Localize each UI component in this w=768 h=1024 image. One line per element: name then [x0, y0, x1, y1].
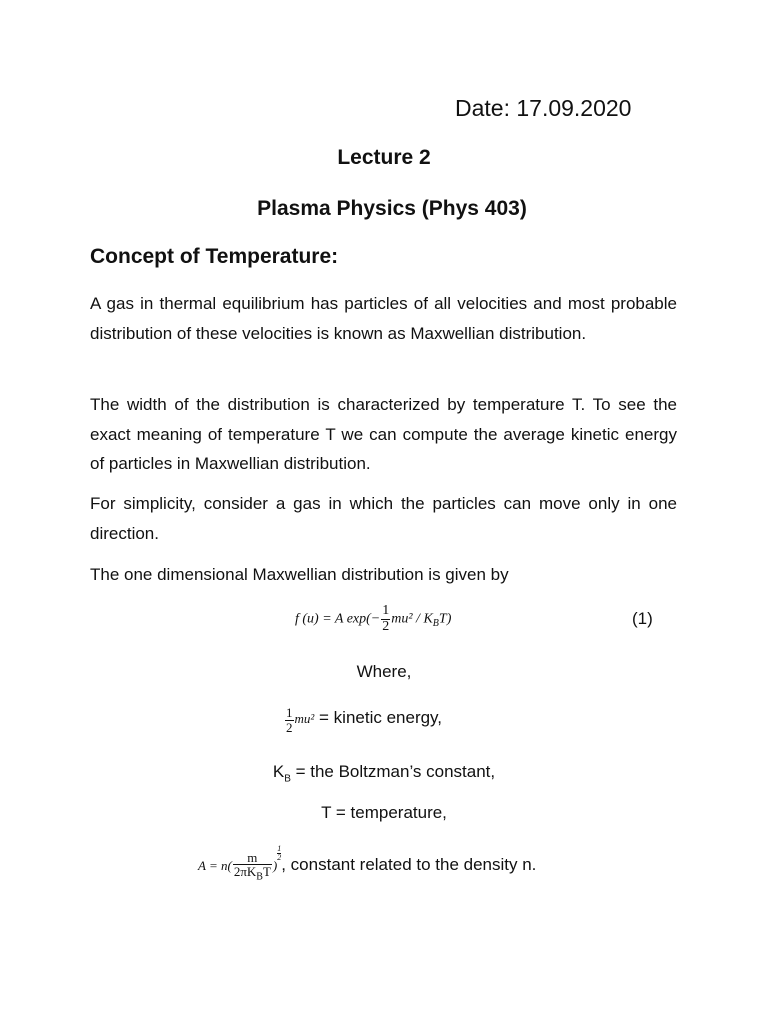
where-label: Where, [356, 662, 412, 681]
a-close: ) [272, 858, 278, 873]
a-numerator: m [233, 851, 272, 866]
a-expression [198, 844, 282, 883]
section-heading: Concept of Temperature: [90, 245, 339, 268]
paragraph-2: The width of the distribution is characterized by temperature T. To see the exact meaning of temperature T we can compute the average kinetic energy of particles in Maxwellian distribution. [90, 395, 677, 473]
a-text: , constant related to the density n. [281, 855, 537, 874]
a-den-main: 2πK [233, 864, 257, 880]
equation-rhs-subscript: B [432, 618, 439, 630]
ke-fraction [285, 706, 294, 734]
ke-denominator: 2 [286, 719, 293, 735]
kb-symbol: K [272, 762, 285, 781]
equation-rhs-end: T) [438, 611, 452, 627]
a-den-subscript: B [256, 871, 263, 883]
a-denominator [233, 865, 272, 883]
ke-symbol: mu² [294, 711, 315, 727]
paragraph-3: For simplicity, consider a gas in which the particles can move only in one direction. [90, 494, 677, 543]
equation-rhs: mu² / K [391, 611, 433, 627]
a-exp-denominator: 2 [277, 853, 282, 862]
lecture-title: Lecture 2 [337, 146, 431, 169]
fraction-denominator: 2 [382, 618, 390, 634]
equation-lhs: f (u) = A exp(− [295, 611, 381, 627]
equation-fraction [381, 604, 390, 634]
equation-number: (1) [632, 609, 653, 628]
a-fraction [233, 851, 272, 884]
maxwellian-equation [295, 604, 451, 634]
temperature-definition: T = temperature, [321, 803, 447, 822]
kb-text: = the Boltzman’s constant, [290, 762, 496, 781]
ke-expression [284, 705, 315, 735]
kb-subscript: B [284, 773, 291, 785]
a-lhs: A = n( [198, 858, 232, 873]
course-title: Plasma Physics (Phys 403) [257, 197, 527, 220]
paragraph-4: The one dimensional Maxwellian distribution is given by [90, 565, 509, 584]
a-den-end: T [262, 864, 271, 880]
boltzmann-definition [0, 762, 768, 784]
constant-a-definition [198, 845, 536, 883]
a-exp-numerator: 1 [277, 844, 282, 853]
paragraph-1: A gas in thermal equilibrium has particles of all velocities and most probable distribution of these velocities is known as Maxwellian distribution. [90, 294, 677, 343]
fraction-numerator: 1 [382, 603, 390, 618]
ke-text: = kinetic energy, [314, 708, 443, 728]
ke-numerator: 1 [286, 705, 293, 720]
kinetic-energy-definition [284, 706, 442, 734]
date-line: Date: 17.09.2020 [455, 95, 632, 121]
